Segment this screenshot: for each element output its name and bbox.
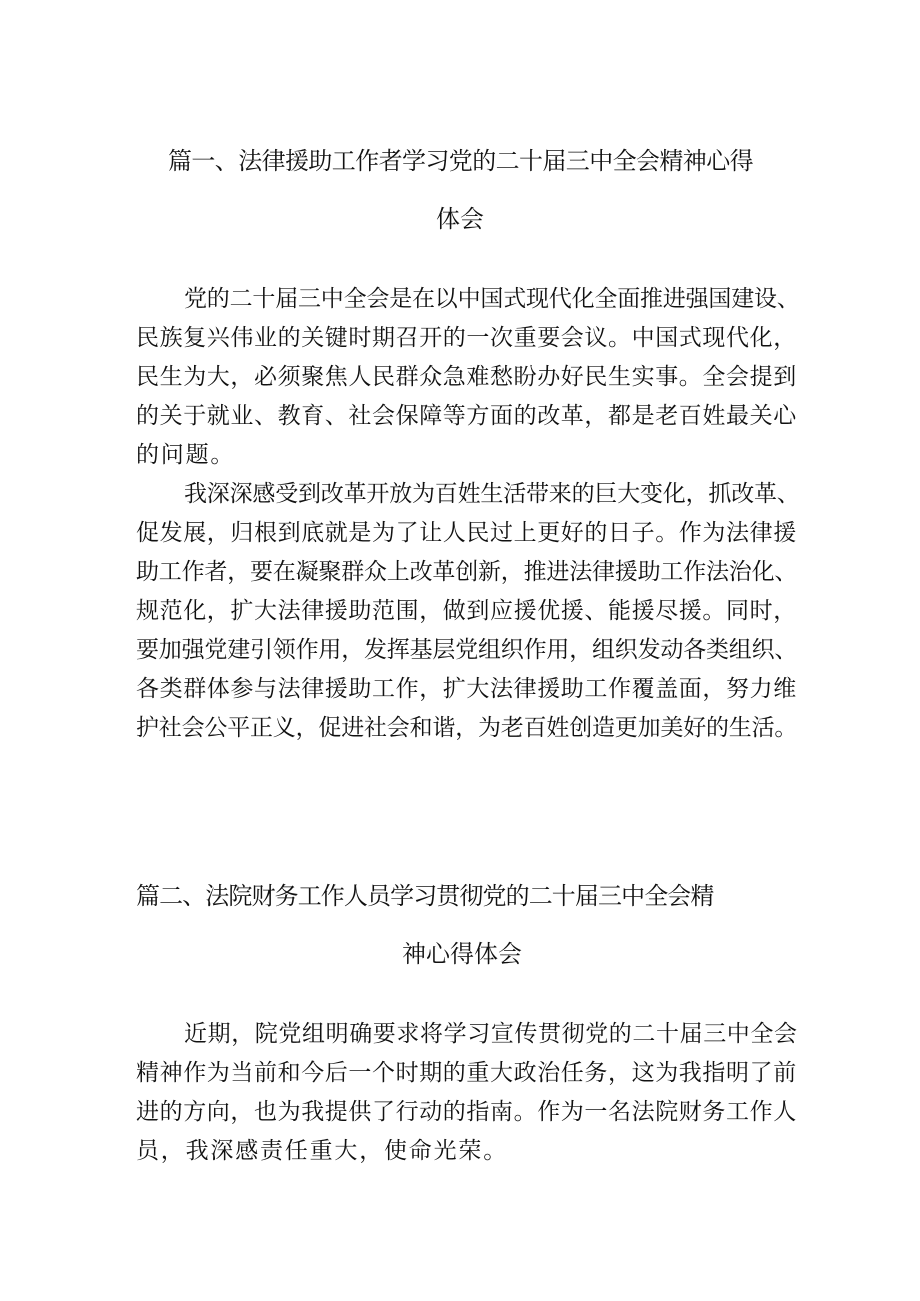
section-1-paragraph-1-line: 的关于就业、教育、社会保障等方面的改革，都是老百姓最关心 — [136, 403, 797, 429]
section-1-paragraph-2-line: 要加强党建引领作用，发挥基层党组织作用，组织发动各类组织、 — [136, 637, 798, 663]
section-1-paragraph-2-line: 促发展，归根到底就是为了让人民过上更好的日子。作为法律援 — [136, 520, 797, 546]
section-1-paragraph-1-line: 的问题。 — [136, 442, 236, 468]
section-1-paragraph-2-line: 护社会公平正义，促进社会和谐，为老百姓创造更加美好的生活。 — [136, 715, 798, 741]
section-1-paragraph-2-line: 各类群体参与法律援助工作，扩大法律援助工作覆盖面，努力维 — [136, 676, 797, 702]
section-2-heading-line-2: 神心得体会 — [402, 940, 522, 968]
section-1-paragraph-2-line: 规范化，扩大法律援助范围，做到应援优援、能援尽援。同时， — [136, 598, 797, 624]
section-2-heading-line-1: 篇二、法院财务工作人员学习贯彻党的二十届三中全会精 — [136, 882, 714, 910]
section-2-paragraph-1-line: 近期，院党组明确要求将学习宣传贯彻党的二十届三中全会 — [184, 1021, 798, 1047]
section-1-paragraph-1-line: 党的二十届三中全会是在以中国式现代化全面推进强国建设、 — [184, 286, 800, 312]
section-1-paragraph-1-line: 民族复兴伟业的关键时期召开的一次重要会议。中国式现代化， — [136, 325, 797, 351]
section-2-paragraph-1-line: 精神作为当前和今后一个时期的重大政治任务，这为我指明了前 — [136, 1060, 797, 1086]
section-2-paragraph-1-line: 进的方向，也为我提供了行动的指南。作为一名法院财务工作人 — [136, 1099, 797, 1125]
section-1-paragraph-1-line: 民生为大，必须聚焦人民群众急难愁盼办好民生实事。全会提到 — [136, 364, 797, 390]
section-1-heading-line-2: 体会 — [436, 205, 484, 233]
section-2-paragraph-1-line: 员，我深感责任重大，使命光荣。 — [136, 1138, 508, 1164]
section-1-paragraph-2-line: 助工作者，要在凝聚群众上改革创新，推进法律援助工作法治化、 — [136, 559, 798, 585]
section-1-heading-line-1: 篇一、法律援助工作者学习党的二十届三中全会精神心得 — [168, 147, 753, 175]
section-1-paragraph-2-line: 我深深感受到改革开放为百姓生活带来的巨大变化，抓改革、 — [184, 481, 800, 507]
